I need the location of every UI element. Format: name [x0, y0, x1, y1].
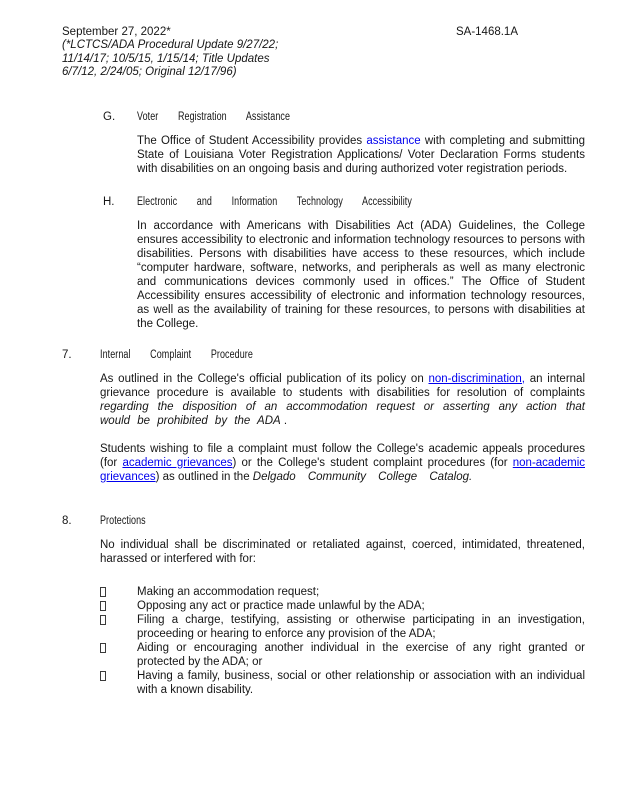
text-run: ) as outlined in the: [155, 470, 253, 483]
list-item: [100, 613, 585, 641]
section-7-title: Internal Complaint Procedure: [100, 348, 253, 361]
assistance-link[interactable]: assistance: [366, 134, 421, 147]
section-g: [62, 110, 585, 176]
section-h-paragraph: [137, 219, 585, 331]
section-8-heading: [100, 514, 585, 528]
text-run: .: [280, 414, 288, 427]
non-academic-grievances-link[interactable]: non-academic grievances: [100, 456, 585, 483]
section-7: [62, 348, 585, 484]
text-run: The Office of Student Accessibility provides: [137, 134, 367, 147]
section-8: [62, 514, 585, 697]
non-discrimination-link[interactable]: non-discrimination,: [428, 372, 525, 385]
section-7-paragraph-1: [100, 372, 585, 428]
list-item: [100, 641, 585, 669]
list-item-text: Making an accommodation request;: [137, 585, 320, 598]
section-h-label: H.: [103, 195, 115, 208]
missing-glyph-bullet-icon: [100, 615, 106, 625]
section-g-label: G.: [103, 110, 116, 123]
document-header: [62, 25, 585, 39]
text-run: In accordance with Americans with Disabilities Act (ADA) Guidelines, the College ensures accessibility to electronic and information technology resources to persons with disabilities. Persons with disabilities have access to these resources, which include “computer hardware, software, networks, and peripherals as well as many electronic and communications devices commonly used in offices.” The Office of Student Accessibility ensures accessibility of electronic and information technology resources, as well as the availability of training for these resources, to persons with disabilities at the College.: [137, 219, 585, 330]
list-item: [100, 669, 585, 697]
academic-grievances-link[interactable]: academic grievances: [122, 456, 233, 469]
section-g-title: Voter Registration Assistance: [137, 110, 291, 123]
list-item: [100, 599, 585, 613]
protections-list: [100, 585, 585, 697]
section-h-heading: [137, 195, 585, 209]
missing-glyph-bullet-icon: [100, 587, 106, 597]
section-7-heading: [100, 348, 585, 362]
missing-glyph-bullet-icon: [100, 601, 106, 611]
section-7-paragraph-2: [100, 442, 585, 484]
missing-glyph-bullet-icon: [100, 671, 106, 681]
list-item-text: Having a family, business, social or other relationship or association with an individual with a known disability.: [137, 669, 585, 696]
missing-glyph-bullet-icon: [100, 643, 106, 653]
revision-note-line: (*LCTCS/ADA Procedural Update 9/27/22;: [62, 39, 279, 51]
section-8-title: Protections: [100, 514, 146, 527]
list-item-text: Opposing any act or practice made unlawful by the ADA;: [137, 599, 425, 612]
list-item-text: Filing a charge, testifying, assisting or otherwise participating in an investigation, proceeding or hearing to enforce any provision of the ADA;: [137, 613, 585, 640]
text-run: Students wishing to file a complaint must follow the College's academic appeals procedures (for: [100, 442, 585, 469]
revision-note: [62, 39, 585, 80]
revision-note-line: 6/7/12, 2/24/05; Original 12/17/96): [62, 66, 237, 78]
document-number: SA-1468.1A: [455, 26, 518, 38]
text-run: ) or the College's student complaint procedures (for: [232, 456, 513, 469]
section-g-heading: [137, 110, 585, 124]
section-8-intro: No individual shall be discriminated or retaliated against, coerced, intimidated, threatened, harassed or interfered with for:: [100, 538, 585, 565]
section-g-paragraph: [137, 134, 585, 176]
list-item-text: Aiding or encouraging another individual in the exercise of any right granted or protected by the ADA; or: [137, 641, 585, 668]
text-run: with completing and submitting State of Louisiana Voter Registration Applications/ Voter Declaration Forms students with disabilities on an ongoing basis and during authorized voter registration periods.: [137, 134, 585, 175]
revision-note-line: 11/14/17; 10/5/15, 1/15/14; Title Updates: [62, 52, 270, 65]
text-run: an internal grievance procedure is available to students with disabilities for resolution of complaints: [100, 372, 586, 399]
document-date: September 27, 2022*: [62, 26, 171, 38]
catalog-title-italic: Delgado Community College Catalog.: [252, 470, 473, 483]
section-7-label: 7.: [62, 348, 72, 361]
section-h-title: Electronic and Information Technology Accessibility: [137, 195, 412, 208]
text-run: As outlined in the College's official publication of its policy on: [100, 372, 429, 385]
list-item: [100, 585, 585, 599]
italic-text-run: regarding the disposition of an accommodation request or asserting any action that would be prohibited by the ADA: [100, 400, 585, 427]
section-h: [62, 195, 585, 331]
section-8-label: 8.: [62, 514, 72, 527]
